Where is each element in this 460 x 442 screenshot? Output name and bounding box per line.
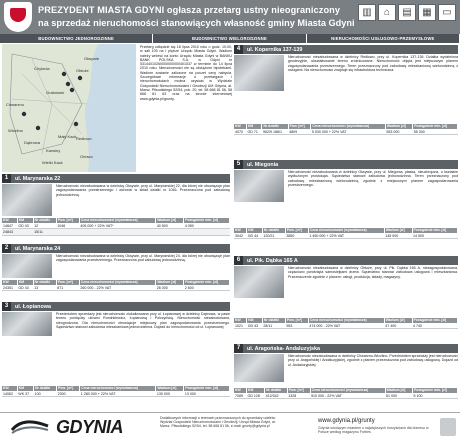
col-header: KW — [234, 318, 247, 323]
property-photo-4 — [234, 55, 284, 91]
cell: 2300 — [57, 391, 80, 397]
section-title: ul. Pik. Dąbka 165 A — [247, 257, 298, 264]
cell: GD 71 — [246, 129, 261, 135]
section-table-2 — [2, 280, 230, 291]
col-header: Cena nieruchomości (wywoławcza) — [79, 280, 155, 285]
cell: 13 000 — [184, 391, 230, 397]
col-header: Cena nieruchomości (wywoławcza) — [310, 388, 385, 393]
cell: 3042 — [234, 233, 247, 239]
section-table-1 — [2, 218, 230, 236]
col-header: Wadium [zł] — [385, 388, 413, 393]
col-header: KM — [17, 218, 33, 223]
col-header: Wadium [zł] — [156, 280, 184, 285]
section-header-4 — [234, 45, 458, 54]
col-header: Postąpienie min. [zł] — [184, 280, 230, 285]
col-header: KM — [246, 124, 261, 129]
section-text-2: Nieruchomość niezabudowana w dzielnicy Oksywie, przy ul. Marynarskiej 24, dla której nie obowiązuje plan zagospodarowania przestrzennego. Przeznaczona pod zabudowę jednorodzinną. — [56, 254, 230, 263]
col-header: Pow. [m²] — [288, 124, 311, 129]
factory-icon: ▤ — [398, 4, 416, 21]
cell: 145 000 — [384, 233, 412, 239]
cell: 412/342 — [265, 393, 288, 399]
map-label: Dąbrowa — [24, 140, 41, 145]
cell: 14062 — [2, 391, 17, 397]
cell: 26 000 — [156, 285, 184, 291]
col-header: Pow. [m²] — [56, 218, 79, 223]
cell — [56, 229, 79, 235]
col-header: KW — [2, 218, 17, 223]
table-row — [234, 129, 458, 135]
cell: 12 — [33, 223, 56, 229]
cell: WK 37 — [17, 391, 33, 397]
marker-2 — [70, 88, 74, 92]
cell: 962/9 188/1 — [262, 129, 288, 135]
marker-5 — [62, 72, 66, 76]
col-header: Postąpienie min. [zł] — [413, 388, 458, 393]
footer-info: Dodatkowych informacji o terenach przeznaczonych do sprzedaży udziela: Wydział Gospodarki Nieruchomościami i Geodezji, Urząd Miasta Gdyni, al. Marsz. Piłsudskiego 52/54, tel. 58 668 81 56, e-mail: grunty@gdynia.pl — [160, 416, 276, 429]
col-header: Postąpienie min. [zł] — [412, 228, 457, 233]
map-label: Oksywie — [84, 56, 100, 61]
section-table-5 — [234, 228, 458, 239]
cell: 553 000 — [385, 129, 412, 135]
section-text-1: Nieruchomość niezabudowana w dzielnicy Oksywie, przy ul. Marynarskiej 22, dla której nie obowiązuje plan zagospodarowania przestrzennego i wchodzi w skład działki nr 1046. Przeznaczona pod zabudowę jednorodzinną. — [56, 184, 230, 197]
section-header-3 — [2, 302, 230, 311]
table-header-row — [234, 124, 458, 129]
section-number: 3 — [2, 302, 11, 311]
section-header-6 — [234, 256, 458, 265]
map-label: Orłowo — [80, 154, 93, 159]
map-label: Wiczlino — [8, 128, 23, 133]
table-header-row — [2, 280, 230, 285]
cell: 100 — [34, 391, 57, 397]
section-number: 5 — [234, 160, 243, 169]
col-header: KM — [17, 280, 33, 285]
map-graphic — [2, 44, 136, 172]
col-header: Nr działki — [33, 280, 56, 285]
col-header: KM — [247, 318, 263, 323]
table-header-row — [234, 388, 458, 393]
col-header: Wadium [zł] — [384, 318, 412, 323]
section-table-6 — [234, 318, 458, 329]
cell: 510 000 - 22% VAT — [310, 393, 385, 399]
cell: 130 000 — [156, 391, 184, 397]
section-header-1 — [2, 174, 230, 183]
property-photo-3 — [2, 312, 52, 336]
cell: 953 — [285, 323, 308, 329]
table-header-row — [234, 228, 458, 233]
col-header: Cena nieruchomości (wywoławcza) — [311, 124, 386, 129]
sea-area — [98, 44, 136, 172]
cell: 47 400 — [384, 323, 412, 329]
col-header: Postąpienie min. [zł] — [184, 218, 230, 223]
col-header: KW — [2, 280, 17, 285]
category-tabs — [0, 34, 460, 43]
hotel-icon: ▦ — [418, 4, 436, 21]
cell — [17, 229, 33, 235]
footer-url-link[interactable]: www.gdynia.pl/grunty — [318, 418, 375, 424]
cell: 13 — [33, 285, 56, 291]
col-header: Pow. [m²] — [285, 318, 308, 323]
property-photo-1 — [2, 184, 52, 216]
cell: GD 128 — [247, 393, 265, 399]
section-number: 6 — [234, 256, 243, 265]
cell: 4 050 — [184, 223, 230, 229]
cell: 1 450 000 + 22% VAT — [308, 233, 384, 239]
col-header: Pow. [m²] — [57, 386, 80, 391]
cell: GD 43 — [17, 223, 33, 229]
cell: 1021 — [234, 323, 247, 329]
cell: 7089 — [234, 393, 247, 399]
header-title-rest: ogłasza przetarg ustny nieograniczony — [166, 5, 341, 15]
city-map — [2, 44, 136, 172]
section-title: ul. Aragońska- Andaluzyjska — [247, 345, 320, 352]
cell: 14847 — [2, 223, 17, 229]
car-icon: ▭ — [438, 4, 456, 21]
tab-uslugowo-przemyslowe[interactable]: NIERUCHOMOŚCI USŁUGOWO-PRZEMYSŁOWE — [307, 34, 460, 43]
col-header: Cena nieruchomości (wywoławcza) — [80, 386, 156, 391]
footer-award-text: Gdynia wiodącym miastem o największych korzyściach dla biznesu w Polsce według magazynu Forbes — [318, 426, 429, 435]
house-icon: ⌂ — [378, 4, 396, 21]
cell: 1 280 000 + 22% VAT — [80, 391, 156, 397]
table-row — [2, 229, 230, 235]
col-header: Wadium [zł] — [384, 228, 412, 233]
category-icons — [358, 4, 456, 21]
cell — [184, 229, 230, 235]
cell: GD 43 — [17, 285, 33, 291]
map-label: Wielki Kack — [42, 160, 63, 165]
header-subtitle: na sprzedaż nieruchomości stanowiących własność gminy Miasta Gdyni — [38, 18, 355, 28]
table-row — [234, 233, 458, 239]
section-text-6: Nieruchomość niezabudowana w dzielnicy Obłuże, przy ul. Pik. Dąbka 165 A, niezagospodarowana, częściowo porośnięta samosiejkami drzew. Sąsiedztwo stanowi zabudowa usługowa i mieszkaniowa. Przeznaczenie zgodnie z planem: usługi, produkcja, składy, magazyny. — [288, 266, 458, 279]
col-header: Cena nieruchomości (wywoławcza) — [308, 318, 384, 323]
marker-6 — [78, 76, 82, 80]
section-title: ul. Marynarska 22 — [15, 175, 61, 182]
section-title: ul. Miegonia — [247, 161, 279, 168]
section-title: ul. Łopianowa — [15, 303, 51, 310]
table-header-row — [234, 318, 458, 323]
col-header: KW — [2, 386, 17, 391]
cell: 15/11 — [33, 229, 56, 235]
section-table-7 — [234, 388, 458, 399]
cell: 4 740 — [412, 323, 457, 329]
cell: 3850 — [285, 233, 308, 239]
gdynia-logo: GDYNIA — [56, 417, 124, 437]
header-title-bold: PREZYDENT MIASTA GDYNI — [38, 5, 165, 15]
property-photo-5 — [234, 170, 284, 202]
section-number: 7 — [234, 344, 243, 353]
cell: 474 000 - 22% VAT — [308, 323, 384, 329]
building-icon: ▥ — [358, 4, 376, 21]
section-text-5: Nieruchomość niezabudowana w dzielnicy Oksywie, przy ul. Miegonia, płaska, nieuzbrojona, o kształcie wydłużonym prostokąta. Sąsiedztwo stanowi zabudowa jednorodzinna. Teren przeznaczony pod zabudowę mieszkaniową wielorodzinną zgodnie z miejscowym planem zagospodarowania przestrzennego. — [288, 170, 458, 187]
award-icon — [440, 418, 456, 436]
city-crest-icon — [4, 2, 32, 32]
map-label: Mały Kack — [58, 134, 77, 139]
col-header: Cena nieruchomości (wywoławcza) — [79, 218, 155, 223]
header-text — [38, 4, 355, 30]
table-row — [234, 323, 458, 329]
col-header: KM — [247, 228, 263, 233]
col-header: KM — [247, 388, 265, 393]
section-title: ul. Marynarska 24 — [15, 245, 61, 252]
col-header: Wadium [zł] — [156, 218, 184, 223]
table-row — [2, 285, 230, 291]
section-header-2 — [2, 244, 230, 253]
cell — [156, 229, 184, 235]
property-photo-6 — [234, 266, 284, 298]
section-number: 4 — [234, 45, 243, 54]
section-number: 1 — [2, 174, 11, 183]
cell: 14 500 — [412, 233, 457, 239]
map-label: Obłuże — [76, 68, 89, 73]
section-header-7 — [234, 344, 458, 353]
table-header-row — [2, 386, 230, 391]
col-header: Nr działki — [262, 124, 288, 129]
marker-1 — [66, 82, 70, 86]
col-header: Nr działki — [33, 218, 56, 223]
tab-wielorodzinne[interactable]: BUDOWNICTWO WIELORODZINNE — [153, 34, 306, 43]
marker-3 — [36, 126, 40, 130]
col-header: Pow. [m²] — [285, 228, 308, 233]
col-header: Nr działki — [34, 386, 57, 391]
map-label: Karwiny — [46, 148, 61, 153]
section-table-4 — [234, 124, 458, 135]
map-label: Redłowo — [76, 136, 92, 141]
intro-text: Przetarg odbędzie się 18 lipca 2010 roku o godz. 10:00, w sali 105 na I piętrze Urzędu Miasta Gdyni. Wadium należy wnieść na konto Urzędu Miasta Gdyni w BANKU BANK POLSKA S.A. w Gdyni nr 53144010260000000000401037 w terminie do 14 lipca 2010 roku. Nieruchomości nie są obciążone hipotekami. Wadium zostanie zaliczone na poczet ceny nabycia. Szczegółowe informacje o przetargach i nieruchomościach można uzyskać w Wydziale Gospodarki Nieruchomościami i Geodezji UM Gdynia, al. Marsz. Piłsudskiego 52/54, pok. 20, tel. 58 668 81 56, 58 668 81 63 oraz na stronie internetowej www.gdynia.pl/grunty. — [140, 45, 232, 101]
section-title: ul. Kopernika 137-139 — [247, 46, 303, 53]
marker-4 — [74, 122, 78, 126]
map-label: Chwarzno — [6, 102, 25, 107]
cell: GD 44 — [247, 233, 263, 239]
section-number: 2 — [2, 244, 11, 253]
cell: 260 000 - 22% VAT — [79, 285, 155, 291]
cell: 1328 — [287, 393, 310, 399]
col-header: Nr działki — [262, 318, 285, 323]
table-row — [234, 393, 458, 399]
header-banner — [0, 0, 460, 34]
table-row — [2, 391, 230, 397]
cell: 40 500 — [156, 223, 184, 229]
gdynia-logo-icon — [10, 418, 50, 434]
cell: 120/21 — [262, 233, 285, 239]
cell: 51 000 — [385, 393, 413, 399]
section-text-3: Przedmiotem sprzedaży jest nieruchomość zlokalizowana przy ul. Łopianowej w dzielnicy Dąbrowa, w pasie terenu pomiędzy ulicami Ruminkiewicz, Łopianową i Polczyńską. Nieruchomość niezabudowana, nieogrodzona. Dla nieruchomości obowiązuje miejscowy plan zagospodarowania przestrzennego. Sąsiedztwo stanowi zabudowa mieszkaniowa jednorodzinna. Dojazd do nieruchomości od ul. Łopianowej. — [56, 312, 230, 329]
col-header: Wadium [zł] — [385, 124, 412, 129]
col-header: Nr działki — [262, 228, 285, 233]
property-photo-2 — [2, 254, 52, 278]
col-header: KW — [234, 228, 247, 233]
cell: 24843 — [2, 229, 17, 235]
col-header: Pow. [m²] — [56, 280, 79, 285]
table-header-row — [2, 218, 230, 223]
property-photo-7 — [234, 354, 284, 382]
cell: 4070 — [234, 129, 246, 135]
cell: 405 000 + 22% VAT* — [79, 223, 155, 229]
cell: 5 100 — [413, 393, 458, 399]
section-text-4: Nieruchomość niezabudowana w dzielnicy Redłowo, przy ul. Kopernika 137-139. Działka wydzielona geodezyjnie, ukształtowanie terenu zróżnicowane. Nieruchomość objęta jest miejscowym planem zagospodarowania przestrzennego. Teren przeznaczony pod zabudowę mieszkaniową wielorodzinną z usługami. Na nieruchomości znajduje się infrastruktura techniczna. — [288, 55, 458, 72]
col-header: Nr działki — [265, 388, 288, 393]
cell — [79, 229, 155, 235]
col-header: KW — [234, 124, 246, 129]
cell: 2 600 — [184, 285, 230, 291]
map-label: Chylonia — [34, 66, 50, 71]
col-header: KW — [234, 388, 247, 393]
col-header: Postąpienie min. [zł] — [412, 318, 457, 323]
cell: 871 — [56, 285, 79, 291]
cell: 4809 — [288, 129, 311, 135]
col-header: Postąpienie min. [zł] — [413, 124, 458, 129]
marker-7 — [22, 112, 26, 116]
cell: GD 43 — [247, 323, 263, 329]
section-table-3 — [2, 386, 230, 397]
col-header: Pow. [m²] — [287, 388, 310, 393]
cell: 5 530 000 + 22% VAT — [311, 129, 386, 135]
section-header-5 — [234, 160, 458, 169]
col-header: KM — [17, 386, 33, 391]
map-label: Grabówek — [46, 90, 65, 95]
cell: 28/11 — [262, 323, 285, 329]
col-header: Cena nieruchomości (wywoławcza) — [308, 228, 384, 233]
cell: 1046 — [56, 223, 79, 229]
col-header: Postąpienie min. [zł] — [184, 386, 230, 391]
cell: 24351 — [2, 285, 17, 291]
tab-jednorodzinne[interactable]: BUDOWNICTWO JEDNORODZINNE — [0, 34, 153, 43]
cell: 55 300 — [413, 129, 458, 135]
col-header: Wadium [zł] — [156, 386, 184, 391]
section-text-7: Nieruchomość niezabudowana w dzielnicy Chwarzno-Wiczlino. Przedmiotem sprzedaży jest nieruchomość przy ul. Aragońskiej i Andaluzyjskiej, zgodnie z planem przeznaczona pod zabudowę usługową. Dojazd od ul. Andaluzyjskiej. — [288, 354, 458, 367]
